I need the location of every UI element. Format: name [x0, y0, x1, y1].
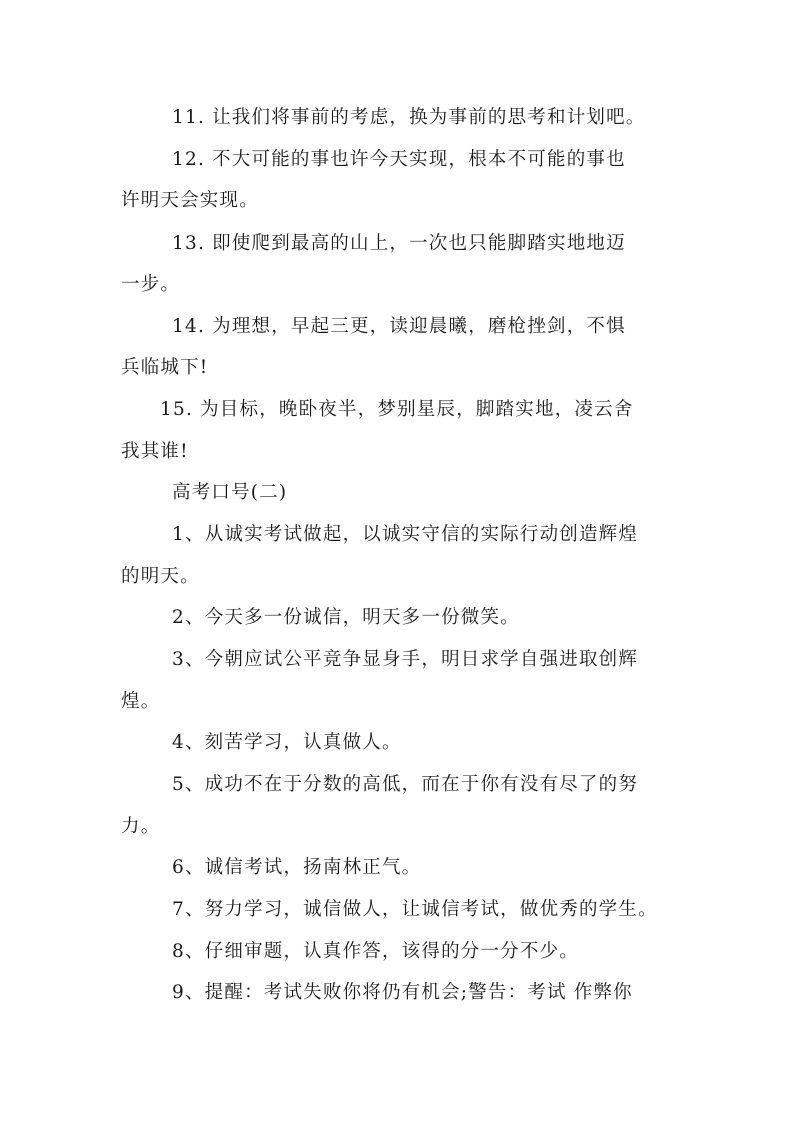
paragraph-line-3-cont: 煌。 — [121, 691, 161, 712]
paragraph-line-11: 11. 让我们将事前的考虑，换为事前的思考和计划吧。 — [172, 107, 646, 128]
paragraph-line-12: 12. 不大可能的事也许今天实现，根本不可能的事也 — [172, 149, 626, 170]
paragraph-line-13: 13. 即使爬到最高的山上，一次也只能脚踏实地地迈 — [172, 233, 626, 254]
paragraph-line-5-cont: 力。 — [121, 816, 161, 837]
paragraph-line-14-cont: 兵临城下! — [121, 357, 209, 378]
paragraph-line-6: 6、诚信考试，扬南林正气。 — [172, 857, 422, 878]
section-heading: 高考口号(二) — [172, 482, 288, 503]
paragraph-line-2: 2、今天多一份诚信，明天多一份微笑。 — [172, 607, 520, 628]
paragraph-line-14: 14. 为理想，早起三更，读迎晨曦，磨枪挫剑，不惧 — [172, 316, 626, 337]
paragraph-line-8: 8、仔细审题，认真作答，该得的分一分不少。 — [172, 941, 579, 962]
paragraph-line-5: 5、成功不在于分数的高低，而在于你有没有尽了的努 — [172, 774, 639, 795]
paragraph-line-1-cont: 的明天。 — [121, 566, 200, 587]
paragraph-line-7: 7、努力学习，诚信做人，让诚信考试，做优秀的学生。 — [172, 899, 658, 920]
paragraph-line-12-cont: 许明天会实现。 — [121, 190, 259, 211]
paragraph-line-13-cont: 一步。 — [121, 274, 181, 295]
paragraph-line-15: 15. 为目标，晚卧夜半，梦别星辰，脚踏实地，凌云舍 — [160, 399, 634, 420]
paragraph-line-3: 3、今朝应试公平竞争显身手，明日求学自强进取创辉 — [172, 649, 639, 670]
paragraph-line-1: 1、从诚实考试做起，以诚实守信的实际行动创造辉煌 — [172, 524, 639, 545]
paragraph-line-15-cont: 我其谁! — [121, 441, 189, 462]
paragraph-line-9: 9、提醒：考试失败你将仍有机会;警告：考试 作弊你 — [172, 982, 633, 1003]
paragraph-line-4: 4、刻苦学习，认真做人。 — [172, 732, 402, 753]
